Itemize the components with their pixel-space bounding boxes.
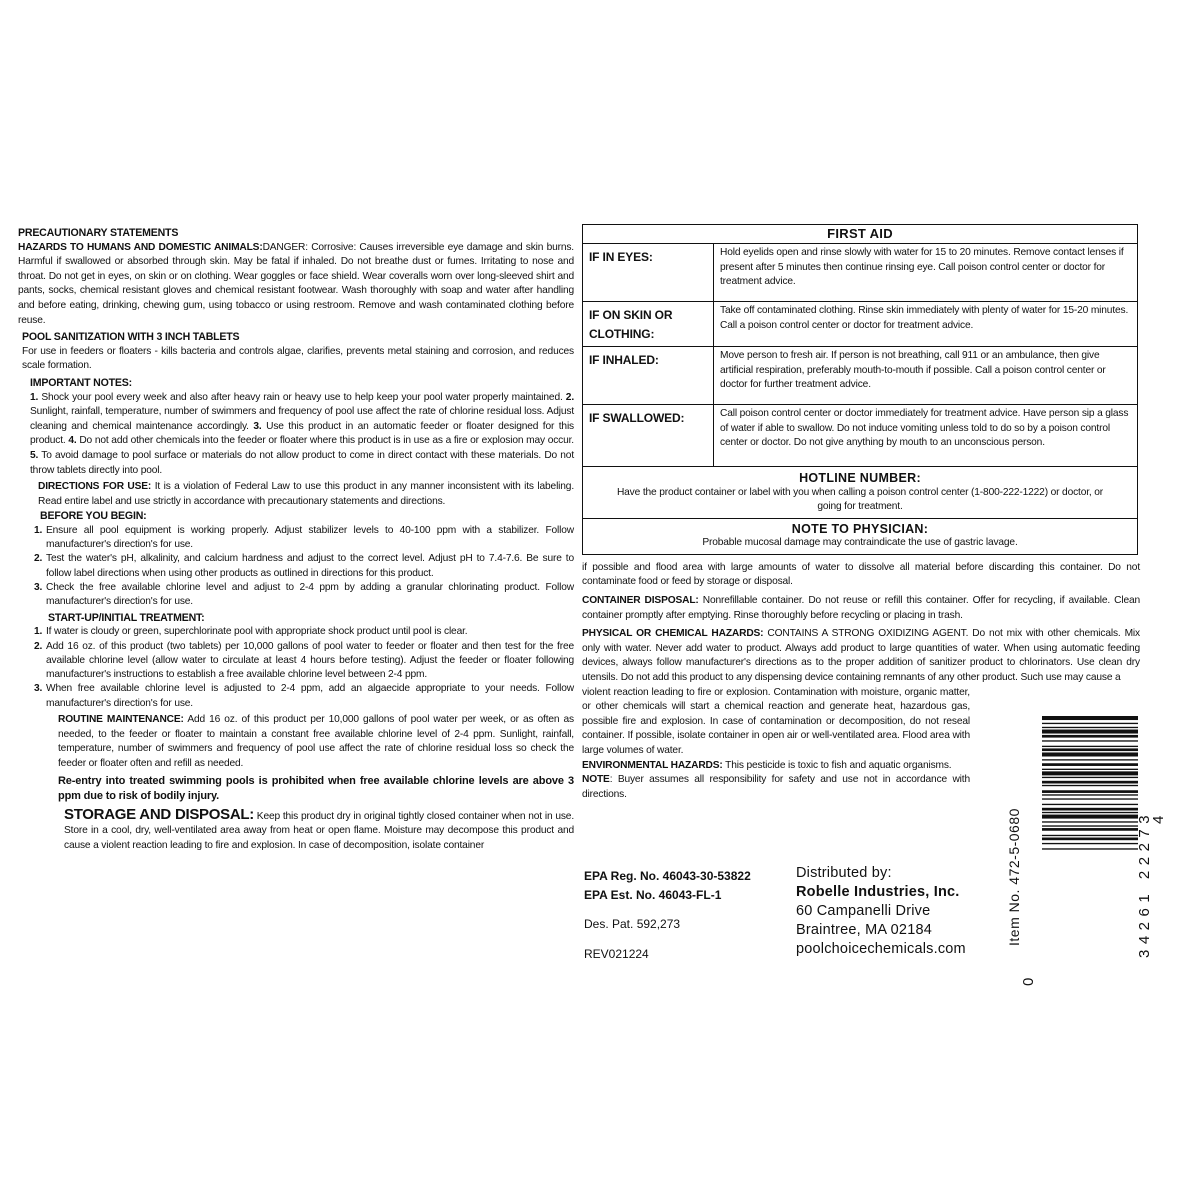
routine-paragraph: ROUTINE MAINTENANCE: Add 16 oz. of this product per 10,000 gallons of pool water per week, or as often as needed, to the feeder or floater to maintain a constant free available chlorine level of 2-4 ppm. Sunlight, rainfall, temperature, number of swimmers and frequency of pool use affect the rate of chlorine residual loss so check the feeder or floater often and refill as needed.	[58, 714, 575, 769]
precautionary-title: PRECAUTIONARY STATEMENTS	[18, 227, 179, 239]
distributed-by-label: Distributed by:	[796, 865, 892, 881]
first-aid-label: IF SWALLOWED:	[583, 405, 714, 467]
pool-sanitization-title: POOL SANITIZATION WITH 3 INCH TABLETS	[22, 331, 240, 344]
container-disposal-paragraph: CONTAINER DISPOSAL: Nonrefillable container. Do not reuse or refill this container. Offer for recycling, if available. Clean container promptly after emptying. Rinse thoroughly before recycling or placing in trash.	[582, 594, 1140, 621]
environmental-heading: ENVIRONMENTAL HAZARDS:	[582, 759, 723, 771]
startup-title: START-UP/INITIAL TREATMENT:	[48, 611, 205, 624]
reentry-warning: Re-entry into treated swimming pools is prohibited when free available chlorine levels are above 3 ppm due to risk of bodily injury.	[58, 775, 574, 802]
physician-text: Probable mucosal damage may contraindicate the use of gastric lavage.	[702, 537, 1018, 549]
item-number: Item No. 472-5-0680	[1006, 808, 1022, 946]
hotline-title: HOTLINE NUMBER:	[799, 471, 921, 486]
storage-continued: if possible and flood area with large amounts of water to dissolve all material before discarding this container. Do not contaminate food or feed by storage or disposal.	[582, 561, 1140, 588]
directions-heading: DIRECTIONS FOR USE:	[38, 481, 152, 493]
physical-hazards-continued: violent reaction leading to fire or explosion. Contamination with moisture, organic matter, or other chemicals will start a chemical reaction and generate heat, hazardous gas, possible fire and explosion. In case of contamination or decomposition, do not reseal container. If possible, isolate container in open air or well-ventilated area. Flood area with large volumes of water.	[582, 686, 970, 756]
barcode-middle-digits: 34261 22273	[1136, 809, 1153, 958]
environmental-paragraph: ENVIRONMENTAL HAZARDS: This pesticide is toxic to fish and aquatic organisms.	[582, 759, 952, 771]
container-disposal-heading: CONTAINER DISPOSAL:	[582, 594, 699, 606]
list-item: 1. Ensure all pool equipment is working properly. Adjust stabilizer levels to 40-100 ppm with a stabilizer. Follow manufacturer's direction's for use.	[34, 524, 574, 551]
storage-heading: STORAGE AND DISPOSAL:	[64, 805, 254, 823]
note-heading: NOTE	[582, 774, 610, 786]
first-aid-text: Take off contaminated clothing. Rinse skin immediately with plenty of water for 15-20 minutes. Call a poison control center or doctor for treatment advice.	[714, 302, 1138, 347]
before-you-begin-title: BEFORE YOU BEGIN:	[40, 510, 147, 523]
barcode-last-digit: 4	[1150, 810, 1167, 824]
hazards-text: DANGER: Corrosive: Causes irreversible eye damage and skin burns. Harmful if swallowed or absorbed through skin. May be fatal if inhaled. Do not breathe dust or fumes. Irritating to nose and throat. Do not get in eyes, on skin or on clothing. Wear goggles or face shield. Wear coveralls worn over long-sleeved shirt and pants, socks, chemical resistant gloves and chemical resistant footwear. Wash thoroughly with soap and water after handling and before eating, drinking, chewing gum, using tobacco or using restroom. Remove and wash contaminated clothing before reuse.	[18, 241, 574, 326]
startup-list	[18, 625, 574, 711]
epa-reg-no: EPA Reg. No. 46043-30-53822	[584, 869, 751, 883]
design-patent: Des. Pat. 592,273	[584, 917, 681, 931]
hotline-text: Have the product container or label with you when calling a poison control center (1-800-222-1222) or doctor, or going for treatment.	[616, 486, 1104, 512]
hotline-cell	[583, 467, 1138, 519]
list-item: 3. When free available chlorine level is adjusted to 2-4 ppm, add an algaecide appropriate to your needs. Follow manufacturer's direction's for use.	[34, 683, 574, 709]
first-aid-text: Call poison control center or doctor immediately for treatment advice. Have person sip a glass of water if able to swallow. Do not induce vomiting unless told to do so by a poison control center or doctor. Do not give anything by mouth to an unconscious person.	[714, 405, 1138, 467]
important-notes-text: 1. Shock your pool every week and also after heavy rain or heavy use to help keep your pool water properly maintained. 2. Sunlight, rainfall, temperature, number of swimmers and frequency of pool use affect the rate of chlorine residual loss. Adjust cleaning and chemical maintenance accordingly. 3. Use this product in an automatic feeder or floater designed for this product. 4. Do not add other chemicals into the feeder or floater where this product is in use as a fire or explosion may occur. 5. To avoid damage to pool surface or materials do not allow product to come in direct contact with these materials. Do not throw tablets directly into pool.	[30, 391, 574, 476]
first-aid-title: FIRST AID	[583, 225, 1138, 244]
first-aid-table	[582, 224, 1138, 555]
directions-paragraph: DIRECTIONS FOR USE: It is a violation of Federal Law to use this product in any manner inconsistent with its labeling. Read entire label and use strictly in accordance with precautionary statements and directions.	[38, 481, 575, 507]
before-you-begin-list	[18, 524, 574, 610]
distributor-website: poolchoicechemicals.com	[796, 941, 966, 957]
list-item: 1. If water is cloudy or green, superchlorinate pool with appropriate shock product until pool is clear.	[34, 626, 468, 638]
hazards-paragraph	[18, 241, 574, 329]
physician-title: NOTE TO PHYSICIAN:	[791, 522, 929, 537]
storage-paragraph: STORAGE AND DISPOSAL: Keep this product dry in original tightly closed container when not in use. Store in a cool, dry, well-ventilated area away from heat or open flame. Moisture may decompose this product and cause a violent reaction leading to fire and explosion. In case of decomposition, isolate container	[64, 805, 574, 851]
list-item: 3. Check the free available chlorine level and adjust to 2-4 ppm by adding a granular chlorinating product. Follow manufacturer's direction's for use.	[34, 582, 574, 608]
physical-hazards-heading: PHYSICAL OR CHEMICAL HAZARDS:	[582, 628, 764, 640]
first-aid-label: IF INHALED:	[583, 347, 714, 405]
first-aid-text: Move person to fresh air. If person is not breathing, call 911 or an ambulance, then give artificial respiration, preferably mouth-to-mouth if possible. Call a poison control center or doctor for further treatment advice.	[714, 347, 1138, 405]
routine-heading: ROUTINE MAINTENANCE:	[58, 714, 184, 726]
distributor-name: Robelle Industries, Inc.	[796, 884, 960, 900]
left-column	[18, 226, 574, 853]
barcode-first-digit: 0	[1020, 972, 1037, 986]
physical-hazards-paragraph: PHYSICAL OR CHEMICAL HAZARDS: CONTAINS A STRONG OXIDIZING AGENT. Do not mix with other chemicals. Mix only with water. Never add water to product. Always add product to large quantities of water. When using automatic feeding devices, always follow manufacturer's directions as to the proper addition of sanitizer product to chlorinators. Use clean dry utensils. Do not add this product to any dispensing device containing remnants of any other product. Such use may cause a	[582, 628, 1140, 683]
epa-est-no: EPA Est. No. 46043-FL-1	[584, 888, 722, 902]
revision-code: REV021224	[584, 947, 649, 961]
first-aid-label: IF IN EYES:	[583, 244, 714, 302]
physician-cell	[583, 519, 1138, 555]
distributor-street: 60 Campanelli Drive	[796, 903, 931, 919]
distributor-city: Braintree, MA 02184	[796, 922, 932, 938]
pool-sanitization-text: For use in feeders or floaters - kills bacteria and controls algae, clarifies, prevents metal staining and corrosion, and reduces scale formation.	[22, 345, 574, 372]
list-item: 2. Add 16 oz. of this product (two tablets) per 10,000 gallons of pool water to feeder or floater and then test for the free available chlorine level (allow water to circulate at least 4 hours before testing). Adjust the feeder or floater following manufacturer's instructions to establish a free available chlorine level between 2-4 ppm.	[34, 640, 574, 681]
important-notes-title: IMPORTANT NOTES:	[30, 376, 132, 389]
hazards-heading: HAZARDS TO HUMANS AND DOMESTIC ANIMALS:	[18, 241, 263, 253]
first-aid-label: IF ON SKIN OR CLOTHING:	[583, 302, 714, 347]
note-paragraph: NOTE: Buyer assumes all responsibility for safety and use not in accordance with directions.	[582, 774, 970, 800]
first-aid-text: Hold eyelids open and rinse slowly with water for 15 to 20 minutes. Remove contact lenses if present after 5 minutes then continue rinsing eye. Call poison control center or doctor for treatment advice.	[714, 244, 1138, 302]
list-item: 2. Test the water's pH, alkalinity, and calcium hardness and adjust to the correct level. Adjust pH to 7.4-7.6. Be sure to follow label directions when using other products as outlined in directions for this product.	[34, 553, 574, 579]
